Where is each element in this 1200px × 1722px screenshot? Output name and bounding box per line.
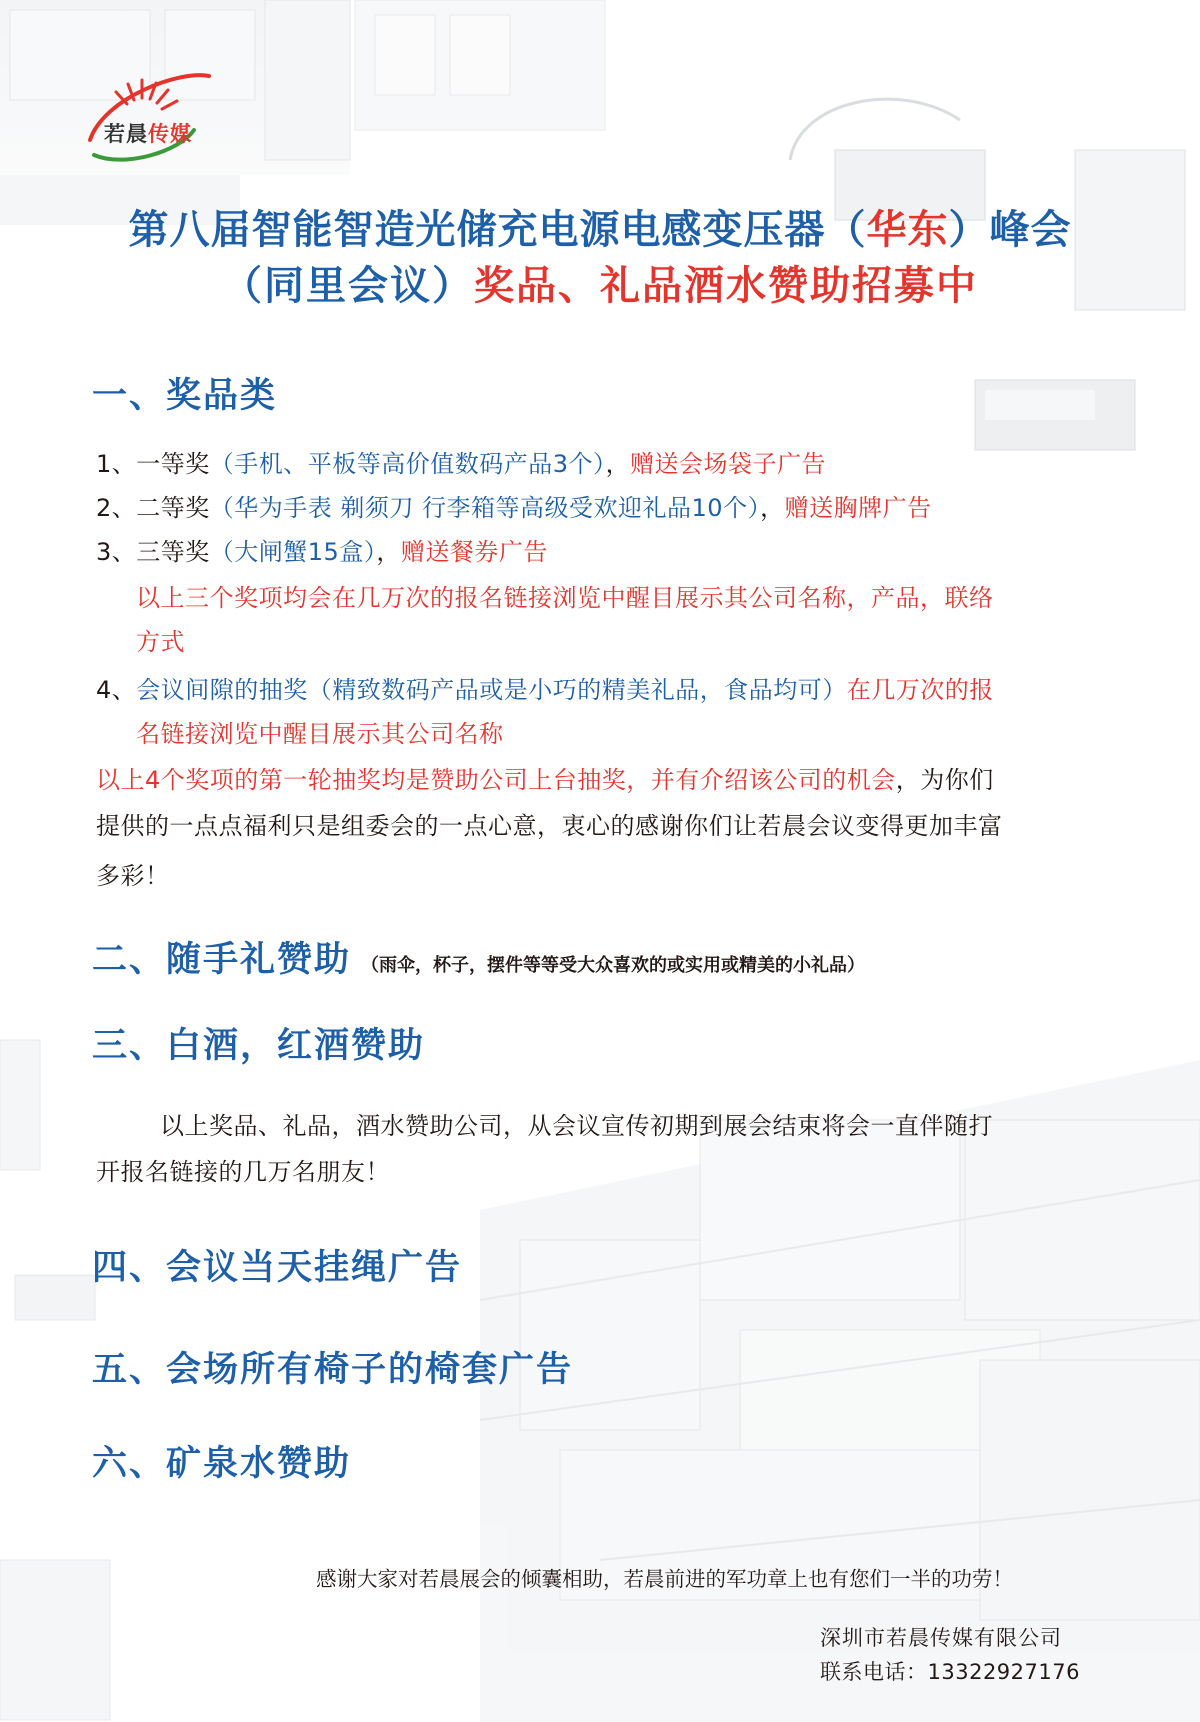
prize-item-3-detail: （大闸蟹15盒） [209,538,377,566]
prize-note-line1: 以上三个奖项均会在几万次的报名链接浏览中醒目展示其公司名称，产品，联络 [136,584,994,612]
title-line1-part-a: 第八届智能智造光储充电源电感变压器（ [128,207,867,253]
summary-tail-text: ，为你们 [895,766,994,794]
title-line1-part-c: ）峰会 [948,207,1072,253]
prize-item-3 [96,536,548,568]
title-line1-region: 华东 [866,207,949,253]
prize-item-1 [96,448,826,480]
logo-text-black: 若晨 [104,122,148,146]
prize-note-line2: 方式 [136,628,185,656]
summary-line1 [96,764,994,796]
page-title-line2 [0,254,1200,311]
footer-company-name: 深圳市若晨传媒有限公司 [820,1626,1062,1650]
section2-heading-text: 二、随手礼赞助 [92,940,352,980]
section4-heading: 四、会议当天挂绳广告 [92,1248,463,1288]
title-line2-part-b: 奖品、礼品酒水赞助招募中 [474,263,978,309]
section2-note: （雨伞，杯子，摆件等等受大众喜欢的或实用或精美的小礼品） [361,955,866,976]
sun-arc-logo-icon [84,60,214,170]
prize-item-4-benefit-a: 在几万次的报 [846,676,994,704]
section1-heading: 一、奖品类 [92,376,278,416]
logo-text-red: 传媒 [148,122,192,146]
prize-item-4-line1 [96,674,994,706]
footer-thanks: 感谢大家对若晨展会的倾囊相助，若晨前进的军功章上也有您们一半的功劳！ [316,1567,1013,1591]
prize-item-1-num: 1、一等奖 [96,450,210,478]
prize-item-3-sep: ， [376,538,401,566]
prize-item-2 [96,492,932,524]
logo-wordmark [104,118,192,148]
prize-item-1-detail: （手机、平板等高价值数码产品3个） [209,450,606,478]
section6-heading: 六、矿泉水赞助 [92,1444,352,1484]
prize-item-2-num: 2、二等奖 [96,494,210,522]
prize-item-4-detail: 会议间隙的抽奖（精致数码产品或是小巧的精美礼品，食品均可） [136,676,847,704]
prize-item-2-benefit: 赠送胸牌广告 [784,494,932,522]
footer-phone: 联系电话：13322927176 [820,1660,1080,1684]
prize-item-2-detail: （华为手表 剃须刀 行李箱等高级受欢迎礼品10个） [209,494,761,522]
summary-line2: 提供的一点点福利只是组委会的一点心意，衷心的感谢你们让若晨会议变得更加丰富 [96,812,1003,840]
page-title-line1 [0,198,1200,255]
prize-item-1-benefit: 赠送会场袋子广告 [630,450,827,478]
prize-item-1-sep: ， [605,450,631,478]
section5-heading: 五、会场所有椅子的椅套广告 [92,1350,574,1390]
title-line2-part-a: （同里会议） [222,263,474,309]
section3-heading: 三、白酒，红酒赞助 [92,1026,426,1066]
prize-item-4-line2: 名链接浏览中醒目展示其公司名称 [136,720,504,748]
prize-item-2-sep: ， [760,494,785,522]
summary-red-text: 以上4个奖项的第一轮抽奖均是赞助公司上台抽奖，并有介绍该公司的机会 [96,766,896,794]
prize-item-3-num: 3、三等奖 [96,538,210,566]
prize-item-3-benefit: 赠送餐券广告 [400,538,548,566]
section3-para-line1: 以上奖品、礼品，酒水赞助公司，从会议宣传初期到展会结束将会一直伴随打 [160,1112,993,1140]
summary-line3: 多彩！ [96,862,170,890]
section3-para-line2: 开报名链接的几万名朋友！ [96,1158,390,1186]
prize-item-4-num: 4、 [96,676,137,704]
section2-heading [92,932,865,982]
